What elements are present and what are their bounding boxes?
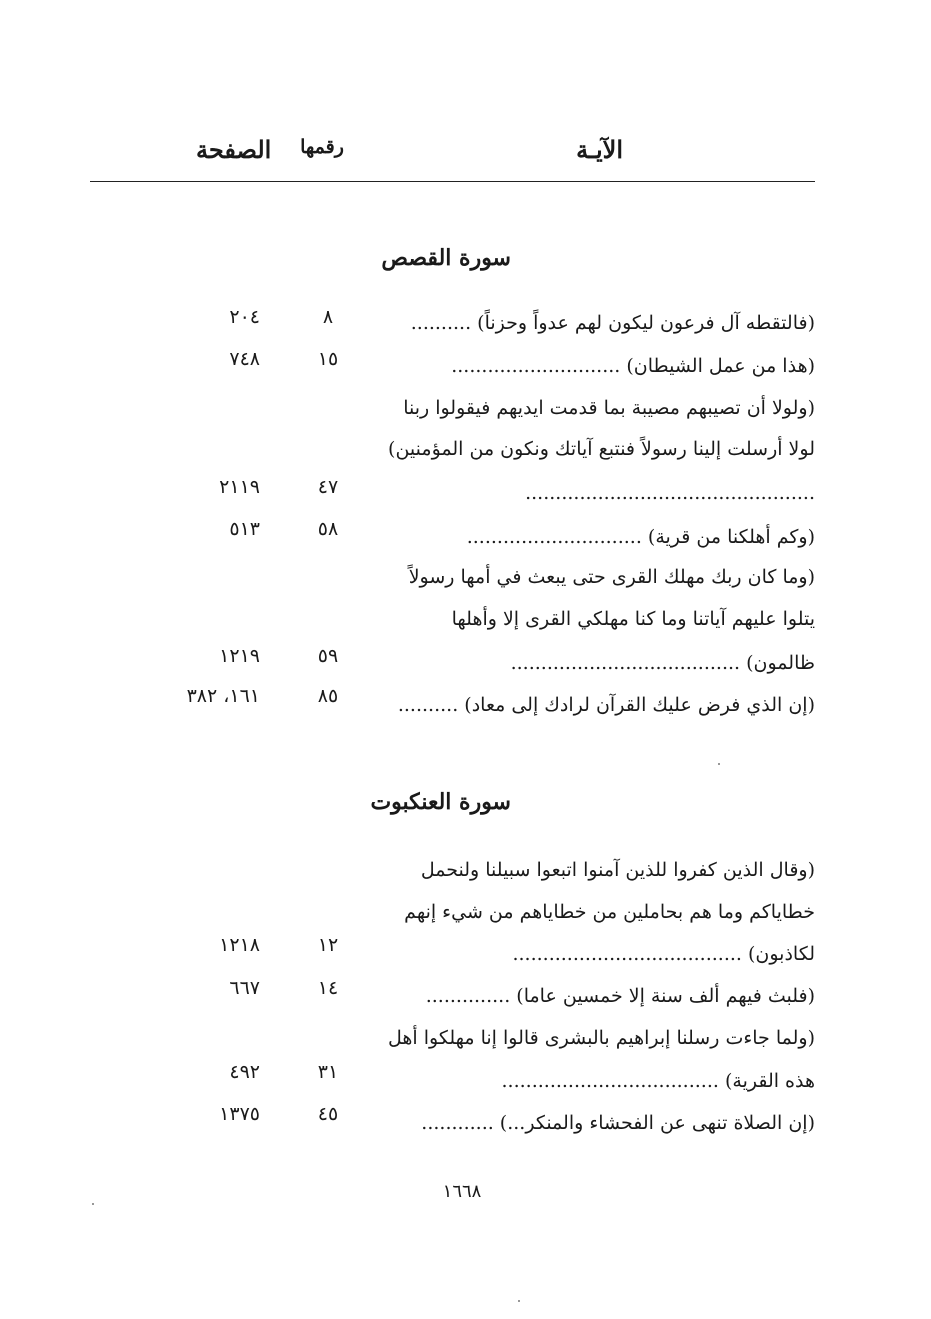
scan-speck bbox=[92, 1203, 94, 1205]
entry-line: (فلبث فيهم ألف سنة إلا خمسين عاما) .............. bbox=[425, 985, 815, 1007]
page-number: ١٦١، ٣٨٢ bbox=[186, 685, 260, 707]
page-number: ٢٠٤ bbox=[229, 306, 260, 328]
page-number: ٦٦٧ bbox=[229, 977, 260, 999]
entry-line: (ولما جاءت رسلنا إبراهيم بالبشرى قالوا إنا مهلكوا أهل bbox=[388, 1027, 815, 1049]
header-number: رقمها bbox=[300, 136, 344, 158]
verse-number: ٨ bbox=[322, 306, 334, 328]
surah-title: سورة القصص bbox=[381, 245, 511, 271]
scan-speck bbox=[518, 1300, 520, 1302]
entry-line: لولا أرسلت إلينا رسولاً فنتبع آياتك ونكون من المؤمنين) bbox=[388, 438, 815, 460]
verse-number: ١٢ bbox=[317, 934, 339, 956]
entry-line: (ولولا أن تصيبهم مصيبة بما قدمت ايديهم فيقولوا ربنا bbox=[403, 397, 815, 419]
page-number: ٤٩٢ bbox=[229, 1061, 260, 1083]
page-number: ٧٤٨ bbox=[229, 348, 260, 370]
verse-number: ٤٥ bbox=[317, 1103, 339, 1125]
entry-line: لكاذبون) ...................................... bbox=[512, 943, 815, 965]
verse-number: ٨٥ bbox=[317, 685, 339, 707]
header-divider bbox=[90, 181, 815, 182]
entry-line: ظالمون) ...................................... bbox=[510, 652, 815, 674]
header-ayah: الآيـة bbox=[576, 135, 623, 164]
entry-line: (وكم أهلكنا من قرية) ............................. bbox=[466, 526, 815, 548]
page-number: ١٣٧٥ bbox=[219, 1103, 260, 1125]
entry-line: (إن الذي فرض عليك القرآن لرادك إلى معاد) .......... bbox=[397, 694, 815, 716]
verse-number: ٥٩ bbox=[317, 645, 339, 667]
folio-number: ١٦٦٨ bbox=[442, 1181, 482, 1202]
entry-line: خطاياكم وما هم بحاملين من خطاياهم من شيء إنهم bbox=[404, 901, 815, 923]
surah-title: سورة العنكبوت bbox=[370, 789, 511, 815]
verse-number: ١٥ bbox=[317, 348, 339, 370]
entry-line: (وما كان ربك مهلك القرى حتى يبعث في أمها رسولاً bbox=[408, 566, 815, 588]
verse-number: ٤٧ bbox=[317, 476, 339, 498]
entry-line: (وقال الذين كفروا للذين آمنوا اتبعوا سبيلنا ولنحمل bbox=[420, 859, 815, 881]
entry-line: (فالتقطه آل فرعون ليكون لهم عدواً وحزناً) .......... bbox=[410, 312, 815, 334]
page-number: ٥١٣ bbox=[229, 518, 260, 540]
entry-line: (إن الصلاة تنهى عن الفحشاء والمنكر...) ............ bbox=[421, 1112, 815, 1134]
entry-line: هذه القرية) .................................... bbox=[501, 1070, 815, 1092]
verse-number: ٥٨ bbox=[317, 518, 339, 540]
page-number: ٢١١٩ bbox=[219, 476, 260, 498]
header-page: الصفحة bbox=[196, 135, 272, 164]
entry-line: يتلوا عليهم آياتنا وما كنا مهلكي القرى إلا وأهلها bbox=[451, 608, 815, 630]
page-number: ١٢١٩ bbox=[219, 645, 260, 667]
entry-line: ................................................ bbox=[525, 482, 815, 504]
entry-line: (هذا من عمل الشيطان) ............................ bbox=[451, 355, 815, 377]
scan-speck bbox=[718, 763, 720, 765]
verse-number: ١٤ bbox=[317, 977, 339, 999]
page-number: ١٢١٨ bbox=[219, 934, 260, 956]
verse-number: ٣١ bbox=[317, 1061, 339, 1083]
